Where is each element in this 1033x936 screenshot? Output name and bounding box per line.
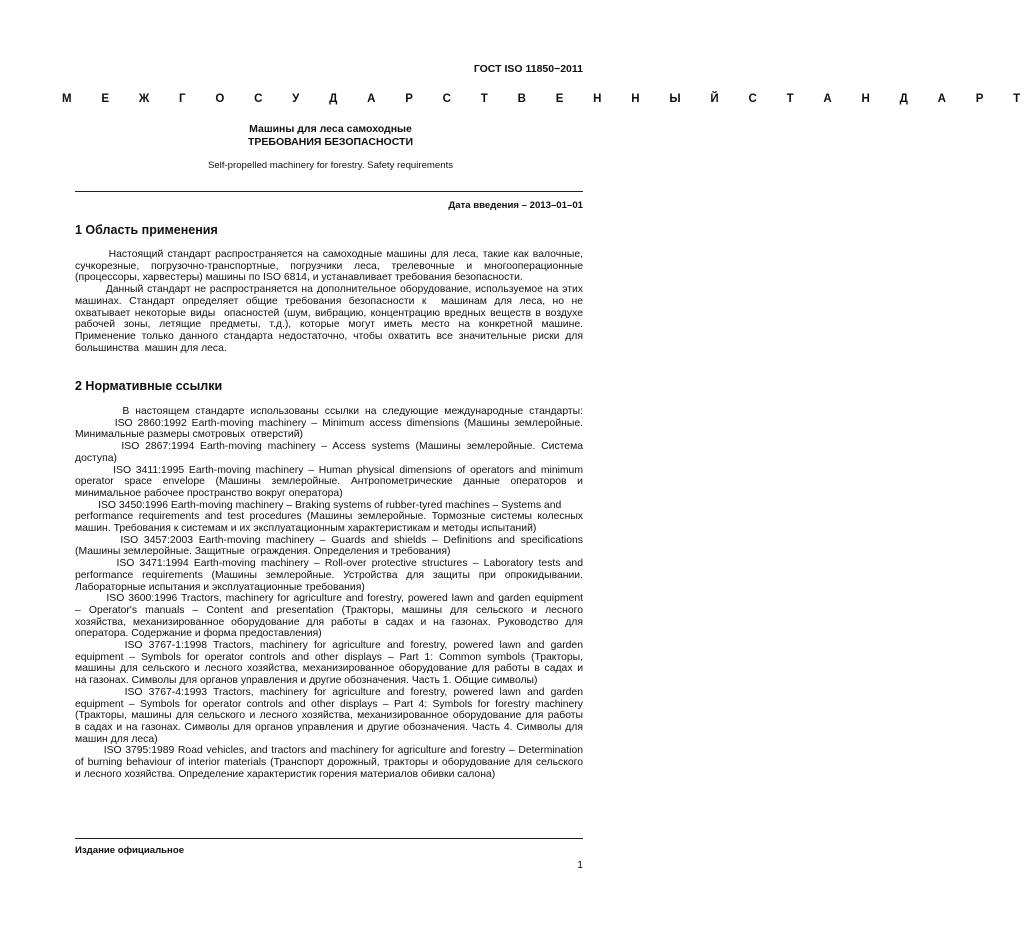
text-line: оператора. Содержание и форма предоставления) <box>75 628 322 640</box>
header-rule <box>75 191 583 192</box>
section-2-body <box>75 406 583 781</box>
title-ru-line-1: Машины для леса самоходные <box>249 123 412 135</box>
text-line: performance requirements (Машины землеройные. Устройства для защиты при опрокидывании. <box>75 569 583 581</box>
text-line: рабочей зоны, летящие предметы, т.д.), которые могут иметь место на конкретной машине. <box>75 319 583 331</box>
text-line: минимальное рабочее пространство вокруг оператора) <box>75 487 343 499</box>
text-line: ISO 3450:1996 Earth-moving machinery – Braking systems of rubber-tyred machines – Systems and <box>75 499 562 511</box>
text-line: Применение только данного стандарта недостаточно, чтобы охватить все значительные риски для <box>75 330 583 342</box>
text-line: ISO 3457:2003 Earth-moving machinery – Guards and shields – Definitions and specifications <box>75 534 583 546</box>
text-line: (процессоры, харвестеры) машины по ISO 6814, и устанавливает требования безопасности. <box>75 272 523 284</box>
text-line: equipment – Symbols for operator controls and other displays – Part 4: Symbols for forestry machinery <box>75 698 583 710</box>
text-line: машины для сельского и лесного хозяйства, механизированное оборудование для работы в садах и <box>75 663 583 675</box>
text-line: performance requirements and test procedures (Машины землеройные. Тормозные системы колесных <box>75 511 583 523</box>
text-line: Лабораторные испытания и эксплуатационные требования) <box>75 581 365 593</box>
text-line: – Operator's manuals – Content and presentation (Тракторы, машины для сельского и лесного <box>75 604 583 616</box>
title-ru-line-2: ТРЕБОВАНИЯ БЕЗОПАСНОСТИ <box>247 136 413 148</box>
official-edition: Издание официальное <box>75 845 185 856</box>
text-line: и лесного хозяйства. Определение характеристик горения материалов обивки салона) <box>75 768 496 780</box>
footer-rule <box>75 838 583 839</box>
text-line: (Машины землеройные. Защитные ограждения. Определения и требования) <box>75 546 451 558</box>
text-line: в садах и на газонах. Символы для органов управления и другие обозначения. Часть 4. Символы для <box>75 721 583 733</box>
text-line: Минимальные размеры смотровых отверстий) <box>75 429 303 441</box>
text-line: машин для леса) <box>75 733 158 745</box>
section-2-heading: 2 Нормативные ссылки <box>75 379 223 393</box>
text-line: доступа) <box>75 452 117 464</box>
title-en: Self-propelled machinery for forestry. Safety requirements <box>207 160 454 171</box>
text-line: ISO 3471:1994 Earth-moving machinery – Roll-over protective structures – Laboratory tests and <box>75 558 583 570</box>
text-line: of burning behaviour of interior materials (Транспорт дорожный, тракторы и оборудование для сельского <box>75 757 583 769</box>
text-line: машин. Требования к системам и их эксплуатационным характеристикам и методы испытаний) <box>75 523 537 535</box>
section-1-body <box>75 249 583 354</box>
text-line: охватывает некоторые виды опасностей (шум, вибрацию, концентрацию вредных веществ в воздухе <box>75 307 583 319</box>
text-line: ISO 2867:1994 Earth-moving machinery – Access systems (Машины землеройные. Система <box>75 441 583 453</box>
text-line: ISO 3767-1:1998 Tractors, machinery for agriculture and forestry, powered lawn and garden <box>75 640 583 652</box>
intro-date: Дата введения – 2013–01–01 <box>448 200 583 211</box>
text-line: ISO 3411:1995 Earth-moving machinery – Human physical dimensions of operators and minimum <box>75 464 583 476</box>
standard-type: М Е Ж Г О С У Д А Р С Т В Е Н Н Ы Й С Т А Н Д А Р Т <box>62 93 1033 105</box>
text-line: ISO 3795:1989 Road vehicles, and tractors and machinery for agriculture and forestry – Determination <box>75 745 583 757</box>
section-1-heading: 1 Область применения <box>75 223 218 237</box>
text-line: сучкорезные, погрузочно-транспортные, погрузчики леса, трелевочные и многооперационные <box>75 260 583 272</box>
text-line: В настоящем стандарте использованы ссылки на следующие международные стандарты: <box>75 406 583 417</box>
text-line: operator space envelope (Машины землеройные. Антропометрические данные операторов и <box>75 476 583 488</box>
text-line: машинах. Стандарт определяет общие требования безопасности к машинам для леса, но не <box>75 295 583 307</box>
text-line: (Тракторы, машины для сельского и лесного хозяйства, механизированное оборудование для работы <box>75 710 583 722</box>
text-line: ISO 2860:1992 Earth-moving machinery – Minimum access dimensions (Машины землеройные. <box>75 417 583 429</box>
text-line: большинства машин для леса. <box>75 342 227 354</box>
text-line: Настоящий стандарт распространяется на самоходные машины для леса, такие как валочные, <box>75 249 583 260</box>
page-number: 1 <box>577 860 583 871</box>
text-line: Данный стандарт не распространяется на дополнительное оборудование, используемое на этих <box>75 284 583 296</box>
text-line: ISO 3767-4:1993 Tractors, machinery for agriculture and forestry, powered lawn and garden <box>75 686 583 698</box>
text-line: equipment – Symbols for operator controls and other displays – Part 1: Common symbols (Тракторы, <box>75 651 583 663</box>
doc-code: ГОСТ ISO 11850−2011 <box>473 63 583 75</box>
text-line: ISO 3600:1996 Tractors, machinery for agriculture and forestry, powered lawn and garden equipment <box>75 593 583 605</box>
text-line: хозяйства, механизированное оборудование для работы в садах и на газонах. Руководство для <box>75 616 583 628</box>
text-line: на газонах. Символы для органов управления и другие обозначения. Часть 1. Общие символы) <box>75 675 538 687</box>
